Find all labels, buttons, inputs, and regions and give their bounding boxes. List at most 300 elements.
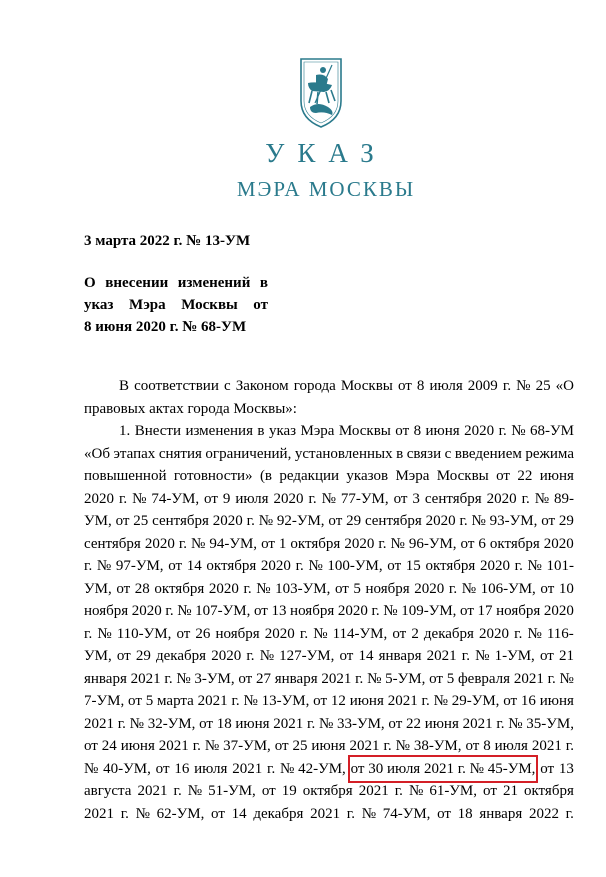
body-word: 22	[405, 715, 421, 732]
body-word: 2020	[486, 490, 517, 507]
body-word: октября	[302, 783, 353, 799]
moscow-coat-of-arms-icon	[298, 57, 344, 129]
body-word: указ	[268, 423, 297, 439]
body-word: г.	[565, 738, 574, 754]
body-word: 97-УМ,	[115, 558, 164, 574]
body-word: 101-	[546, 558, 574, 574]
body-word: УМ,	[84, 513, 112, 529]
body-line	[84, 690, 574, 713]
body-word: 2021	[321, 670, 352, 687]
body-word: 27	[255, 670, 271, 687]
body-word: 51-УМ,	[208, 783, 256, 799]
body-word: г.	[565, 805, 574, 822]
body-word: ноября	[496, 603, 541, 619]
body-word: №	[204, 738, 220, 754]
body-word: от	[460, 535, 475, 552]
body-word: июля	[194, 760, 228, 777]
body-word: г.	[299, 625, 309, 642]
body-word: 2020	[464, 423, 495, 439]
body-word: августа	[84, 783, 132, 799]
body-word: г.	[243, 580, 252, 597]
body-line	[84, 780, 574, 803]
body-word: от	[155, 760, 170, 777]
body-word: 62-УМ,	[156, 805, 205, 822]
body-line	[84, 398, 574, 421]
body-word: №	[508, 715, 523, 732]
body-word: введением	[454, 445, 522, 462]
body-word: №	[367, 670, 382, 687]
body-word: г.	[118, 490, 128, 507]
body-word: В	[119, 378, 130, 394]
body-word: г.	[502, 378, 512, 394]
body-line	[84, 510, 574, 533]
body-word: сентября	[364, 513, 422, 529]
body-word: от	[503, 693, 518, 709]
body-word: 29-УМ,	[451, 693, 500, 709]
body-word: 26	[195, 625, 211, 642]
body-word: установленных	[294, 445, 393, 462]
body-word: УМ,	[84, 648, 112, 664]
body-word: 3	[412, 490, 420, 507]
body-word: 15	[405, 558, 421, 574]
body-word: (в	[259, 468, 273, 484]
body-word: Москвы	[340, 378, 393, 394]
body-line	[84, 533, 574, 556]
body-word: №	[383, 603, 398, 619]
body-word: 2021	[349, 738, 380, 754]
body-word: №	[177, 603, 192, 619]
body-word: 2020	[131, 603, 162, 619]
body-word: от	[115, 513, 130, 529]
body-word: июня	[311, 738, 346, 754]
body-word: от	[465, 738, 480, 754]
body-word: 77-УМ,	[340, 490, 389, 507]
body-line	[84, 623, 574, 646]
body-word: г.	[267, 760, 276, 777]
body-word: 93-УМ,	[489, 513, 538, 529]
body-word: от	[168, 558, 183, 574]
body-word: 2020	[344, 535, 375, 552]
body-word: г.	[308, 490, 317, 507]
body-word: 29	[558, 513, 574, 529]
body-word: 109-УМ,	[401, 603, 457, 619]
body-word: г.	[165, 603, 174, 619]
body-word: 13	[271, 603, 287, 619]
body-word: №	[321, 490, 336, 507]
body-word: от	[199, 715, 213, 732]
subject-word: внесении	[105, 275, 169, 291]
body-word: Москвы	[338, 423, 391, 439]
body-word: г.	[164, 670, 173, 687]
body-word: 28	[134, 580, 150, 597]
subject-line	[84, 294, 268, 316]
body-word: с	[444, 445, 452, 462]
body-line	[84, 555, 574, 578]
body-word: режима	[525, 445, 574, 462]
body-word: 2020	[480, 558, 510, 574]
body-word: 89-	[554, 490, 574, 507]
body-word: 3-УМ,	[194, 670, 235, 687]
body-word: в	[396, 445, 404, 462]
body-word: 2020	[479, 625, 510, 642]
body-word: г.	[448, 580, 458, 597]
body-word: 2020	[425, 513, 456, 529]
body-word: 35-УМ,	[526, 715, 574, 732]
body-word: 8	[413, 423, 422, 439]
body-word: от	[328, 513, 343, 529]
body-word: г.	[84, 625, 93, 642]
document-type-title: УКАЗ	[265, 138, 387, 168]
body-word: 74-УМ,	[382, 805, 431, 822]
body-word: г.	[355, 670, 364, 687]
body-word: июля	[494, 738, 528, 754]
body-word: сентября	[84, 535, 141, 552]
body-word: от	[393, 490, 408, 507]
body-word: №	[313, 625, 328, 642]
body-word: г.	[514, 625, 523, 642]
body-word: г.	[514, 558, 523, 574]
body-word: 2021	[197, 693, 228, 709]
body-word: №	[135, 805, 150, 822]
body-word: №	[176, 670, 191, 687]
body-word: 7-УМ,	[84, 693, 125, 709]
body-word: №	[461, 580, 476, 597]
body-word: ноября	[84, 603, 129, 619]
body-word: г.	[461, 648, 470, 664]
body-word: 2020	[84, 490, 114, 507]
body-word: июня	[424, 715, 459, 732]
body-line	[84, 600, 574, 623]
body-word: 2021	[513, 670, 544, 687]
body-word: г.	[231, 693, 240, 709]
body-word: июня	[425, 423, 460, 439]
body-word: 103-УМ,	[275, 580, 331, 597]
body-word: 100-УМ,	[327, 558, 383, 574]
body-line	[84, 465, 574, 488]
body-word: №	[191, 535, 206, 552]
body-word: октября	[523, 783, 574, 799]
body-word: января	[274, 670, 318, 687]
body-word: 2020	[543, 535, 574, 552]
body-word: г.	[346, 805, 355, 822]
body-word: №	[258, 513, 273, 529]
body-word: 1.	[119, 423, 131, 439]
body-word: 2009	[467, 378, 498, 394]
body-word: июня	[539, 468, 574, 484]
subject-word: в	[259, 275, 268, 291]
body-word: 14	[186, 558, 202, 574]
body-word: октября	[425, 558, 476, 574]
body-word: №	[259, 648, 274, 664]
body-word: 25	[292, 738, 308, 754]
body-word: редакции	[279, 468, 340, 484]
body-word: 32-УМ,	[147, 715, 196, 732]
body-word: г.	[192, 738, 201, 754]
body-word: от	[496, 468, 510, 484]
body-word: от	[116, 580, 131, 597]
body-word: г.	[120, 805, 129, 822]
body-word: №	[308, 558, 323, 574]
body-word: от	[211, 805, 225, 822]
body-line	[84, 645, 574, 668]
body-word: 17	[477, 603, 493, 619]
body-word: № 42-УМ,	[280, 760, 346, 777]
body-line	[84, 420, 574, 443]
body-word: 2020	[211, 648, 242, 664]
highlighted-reference: от 30 июля 2021 г. № 45-УМ,	[351, 758, 536, 781]
body-word: от	[261, 535, 275, 552]
body-word: 33-УМ,	[336, 715, 385, 732]
body-word: №	[511, 423, 526, 439]
body-word: июня	[539, 693, 574, 709]
body-word: от	[116, 648, 131, 664]
subject-word: 8 июня 2020 г. № 68-УМ	[84, 319, 247, 335]
body-word: декабря	[423, 625, 474, 642]
body-word: 16	[520, 693, 536, 709]
body-word: 116-	[546, 625, 574, 642]
body-word: июля	[235, 490, 269, 507]
body-word: от	[313, 693, 328, 709]
body-word: 2020	[337, 603, 368, 619]
body-line	[84, 668, 574, 691]
body-word: от	[437, 805, 451, 822]
body-word: в	[257, 423, 265, 439]
body-word: от	[540, 580, 555, 597]
body-line	[84, 488, 574, 511]
body-word: №	[187, 783, 203, 799]
body-word: г.	[295, 558, 304, 574]
body-word: №	[395, 738, 410, 754]
body-word: 9	[222, 490, 231, 507]
body-word: от	[334, 580, 349, 597]
body-word: октября	[489, 535, 540, 552]
body-word: 25	[535, 378, 551, 394]
body-word: г.	[521, 490, 530, 507]
body-word: №	[97, 625, 112, 642]
body-line	[84, 735, 574, 758]
body-word: УМ,	[84, 580, 112, 597]
body-word: г.	[498, 423, 507, 439]
body-word: 13	[558, 760, 574, 777]
body-word: 40-УМ,	[103, 760, 151, 777]
body-word: №	[516, 378, 531, 394]
body-word: от	[204, 490, 218, 507]
body-word: 5	[353, 580, 361, 597]
body-word: 2021	[130, 670, 161, 687]
body-word: №	[534, 490, 550, 507]
body-word: повышенной	[84, 468, 167, 484]
body-word: г.	[173, 783, 182, 799]
body-word: 6	[478, 535, 486, 552]
body-word: Законом	[235, 378, 289, 394]
body-word: 21	[558, 648, 574, 664]
body-word: 19	[281, 783, 297, 799]
body-word: 106-УМ,	[480, 580, 536, 597]
body-word: 12	[330, 693, 346, 709]
body-word: 18	[216, 715, 232, 732]
issuer-title: МЭРА МОСКВЫ	[236, 177, 416, 201]
body-word: октября	[206, 558, 257, 574]
body-word: 94-УМ,	[209, 535, 258, 552]
body-word: г.	[421, 693, 430, 709]
body-word: от	[395, 423, 410, 439]
body-word: 25	[133, 513, 149, 529]
body-word: г.	[547, 670, 556, 687]
subject-line	[84, 272, 268, 294]
body-word: сентября	[152, 513, 209, 529]
body-word: 127-УМ,	[279, 648, 335, 664]
body-word: №	[527, 625, 542, 642]
body-word: №	[408, 783, 424, 799]
body-word: 2020	[144, 535, 175, 552]
body-word: сентября	[424, 490, 482, 507]
body-word: июня	[235, 715, 270, 732]
body-word: от	[483, 783, 497, 799]
body-word: 14	[358, 648, 374, 664]
body-word: октября	[154, 580, 205, 597]
subject-word: указ	[84, 297, 114, 313]
body-word: 5	[446, 670, 455, 687]
body-word: г.	[383, 738, 392, 754]
body-word: Мэра	[395, 468, 430, 484]
body-word: Мэра	[300, 423, 335, 439]
body-word: от	[397, 378, 412, 394]
body-word: 22	[517, 468, 533, 484]
body-word: г.	[371, 603, 380, 619]
body-line	[84, 578, 574, 601]
body-word: этапах	[113, 445, 156, 462]
body-word: соответствии	[134, 378, 219, 394]
body-word: 2021	[158, 738, 189, 754]
body-word: ноября	[215, 625, 260, 642]
body-word: 61-УМ,	[429, 783, 478, 799]
body-word: 2021	[232, 760, 263, 777]
body-word: июня	[349, 693, 384, 709]
body-word: г.	[459, 513, 468, 529]
body-word: №	[559, 670, 574, 687]
body-word: изменения	[185, 423, 253, 439]
body-word: от	[392, 625, 407, 642]
body-word: №	[256, 580, 271, 597]
body-word: 29	[135, 648, 151, 664]
body-word: «О	[555, 378, 574, 394]
body-word: 2020	[260, 558, 291, 574]
body-word: №	[471, 513, 486, 529]
body-word: января	[479, 805, 523, 822]
document-body	[84, 375, 574, 825]
body-word: 8	[416, 378, 425, 394]
body-word: 29	[346, 513, 362, 529]
body-word: №	[527, 558, 542, 574]
body-word: правовых актах города Москвы»:	[84, 400, 297, 417]
body-word: 1-УМ,	[494, 648, 535, 664]
subject-line	[84, 316, 268, 338]
body-line	[84, 443, 574, 466]
body-word: 2021	[310, 805, 341, 822]
body-word: от	[388, 715, 403, 732]
body-word: г.	[178, 535, 188, 552]
body-word: 37-УМ,	[223, 738, 271, 754]
body-word: 2020	[212, 513, 243, 529]
subject-word: Москвы	[181, 297, 238, 313]
body-word: «Об	[84, 445, 110, 462]
body-word: снятия	[158, 445, 202, 462]
body-word: 38-УМ,	[413, 738, 462, 754]
body-word: Внести	[134, 423, 181, 439]
body-word: ноября	[290, 603, 335, 619]
body-word: от	[541, 513, 556, 529]
body-word: 2022	[528, 805, 559, 822]
body-word: 1	[278, 535, 287, 552]
body-word: №	[433, 693, 448, 709]
body-word: 8	[483, 738, 491, 754]
body-word: 5	[145, 693, 154, 709]
body-word: 2021	[273, 715, 304, 732]
body-word: г.	[394, 783, 403, 799]
body-word: от	[339, 648, 354, 664]
body-word: от	[253, 603, 268, 619]
body-word: г.	[307, 715, 316, 732]
body-word: февраля	[457, 670, 511, 687]
document-subject	[84, 272, 268, 338]
body-word: 10	[558, 580, 574, 597]
body-word: января	[84, 670, 127, 687]
body-word: №	[129, 715, 144, 732]
body-word: 2021	[462, 715, 493, 732]
body-word: 24	[101, 738, 117, 754]
body-word: от	[84, 738, 98, 754]
body-word: города	[293, 378, 336, 394]
body-word: 2021	[84, 805, 114, 822]
body-word: г.	[246, 648, 255, 664]
body-word: 110-УМ,	[116, 625, 172, 642]
body-word: 2020	[543, 603, 574, 619]
body-word: г.	[496, 715, 505, 732]
body-word: 2021	[426, 648, 457, 664]
body-word: 2021	[358, 783, 389, 799]
body-word: г.	[246, 513, 255, 529]
body-word: Москвы	[436, 468, 489, 484]
subject-word: Мэра	[128, 297, 166, 313]
subject-word: О	[84, 275, 96, 291]
date-number: 3 марта 2022 г. № 13-УМ	[84, 233, 251, 249]
body-word: 2021	[84, 715, 114, 732]
body-word: 92-УМ,	[276, 513, 325, 529]
body-word: №	[361, 805, 376, 822]
body-line	[84, 375, 574, 398]
body-word: января	[378, 648, 422, 664]
body-word: №	[84, 760, 99, 777]
body-word: от	[274, 738, 289, 754]
body-word: 2021	[531, 738, 562, 754]
body-line	[84, 758, 574, 781]
body-word: декабря	[156, 648, 207, 664]
body-word: г.	[117, 715, 126, 732]
body-word: №	[96, 558, 112, 574]
body-word: июня	[120, 738, 155, 754]
body-word: №	[243, 693, 258, 709]
body-word: декабря	[253, 805, 304, 822]
body-word: ограничений,	[205, 445, 292, 462]
body-word: указов	[346, 468, 389, 484]
body-word: связи	[406, 445, 442, 462]
body-word: ноября	[365, 580, 410, 597]
body-word: марта	[157, 693, 194, 709]
body-word: 16	[174, 760, 190, 777]
body-word: 5-УМ,	[385, 670, 426, 687]
body-word: 2020	[414, 580, 445, 597]
body-word: 2020	[264, 625, 295, 642]
